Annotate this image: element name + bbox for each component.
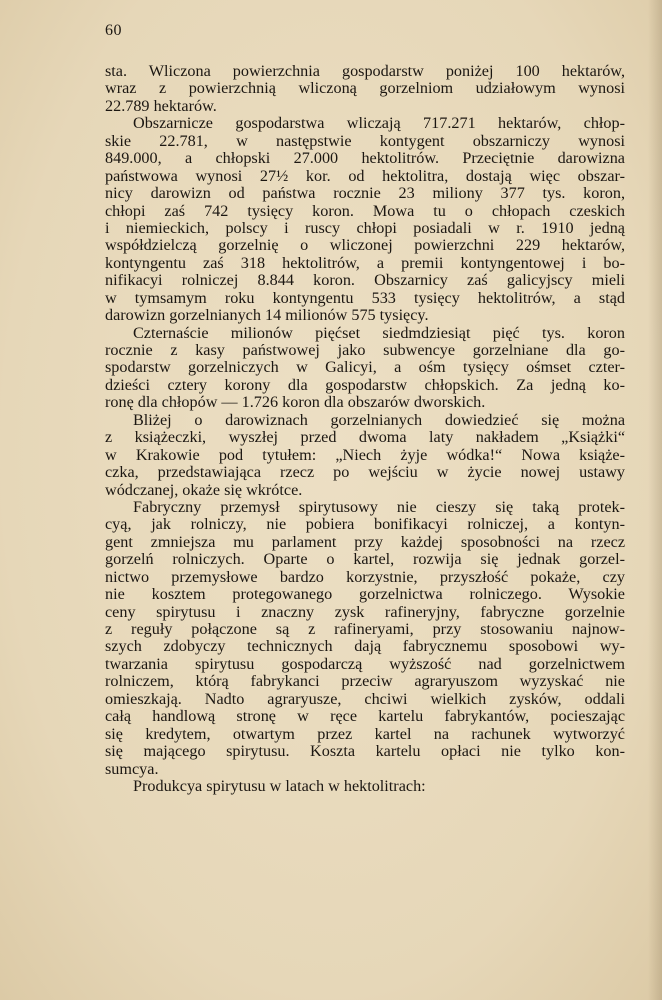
text-line: gent zmniejsza mu parlament przy każdej sposobności na rzecz [105,532,625,551]
text-line: nifikacyi rolniczej 8.844 koron. Obszarnicy zaś galicyjscy mieli [105,271,625,290]
text-line: w Krakowie pod tytułem: „Niech żyje wódka!“ Nowa książe- [105,445,625,464]
text-line: Czternaście milionów pięćset siedmdziesiąt pięć tys. koron [133,323,625,342]
text-line: cyą, jak rolniczy, nie pobiera bonifikacyi rolniczej, a kontyn- [105,515,625,534]
text-line: się mającego spirytusu. Koszta kartelu opłaci nie tylko kon- [105,742,625,761]
text-line: Bliżej o darowiznach gorzelnianych dowiedzieć się można [133,410,625,429]
text-line: rolniczem, którą fabrykanci przeciw agraryuszom wyzyskać nie [105,672,625,691]
text-line: sta. Wliczona powierzchnia gospodarstw poniżej 100 hektarów, [105,62,625,80]
text-line: nictwo przemysłowe bardzo korzystnie, przyszłość pokaże, czy [105,567,625,586]
text-line: twarzania spirytusu gospodarczą wyższość nad gorzelnictwem [105,654,625,673]
text-line: Produkcya spirytusu w latach w hektolitrach: [133,776,426,795]
text-line: kontyngentu zaś 318 hektolitrów, a premii kontyngentowej i bo- [105,253,625,272]
body-text [105,63,625,795]
text-line: Obszarnicze gospodarstwa wliczają 717.271 hektarów, chłop- [133,114,625,133]
text-line: dzieści cztery korony dla gospodarstw chłopskich. Za jedną ko- [105,375,625,394]
text-line: 22.789 hektarów. [105,96,217,115]
text-line: z książeczki, wyszłej przed dwoma laty nakładem „Książki“ [105,428,625,447]
text-line: państwowa wynosi 27½ kor. od hektolitra, dostają więc obszar- [105,166,625,185]
text-line: skie 22.781, w następstwie kontygent obszarniczy wynosi [105,131,625,150]
text-line: chłopi zaś 742 tysięcy koron. Mowa tu o chłopach czeskich [105,201,625,220]
text-line: wraz z powierzchnią wliczoną gorzelniom udziałowym wynosi [105,79,625,98]
text-line: czka, przedstawiająca rzecz po wejściu w życie nowej ustawy [105,463,625,482]
text-line: nicy darowizn od państwa rocznie 23 miliony 377 tys. koron, [105,184,625,203]
text-line: i niemieckich, polscy i ruscy chłopi posiadali w r. 1910 jedną [105,218,625,237]
text-line: współdzielczą gorzelnię o wliczonej powierzchni 229 hektarów, [105,236,625,255]
text-line: się kredytem, otwartym przez kartel na rachunek wytworzyć [105,724,625,743]
text-line: nie kosztem protegowanego gorzelnictwa rolniczego. Wysokie [105,585,625,604]
text-line: wódczanej, okaże się wkrótce. [105,480,303,499]
text-line: całą handlową stronę w ręce kartelu fabrykantów, pocieszając [105,707,625,726]
text-line: omieszkają. Nadto agraryusze, chciwi wielkich zysków, oddali [105,689,625,708]
text-line: Fabryczny przemysł spirytusowy nie cieszy się taką protek- [133,497,625,516]
text-line: w tymsamym roku kontyngentu 533 tysięcy hektolitrów, a stąd [105,288,625,307]
text-line: sumcya. [105,759,159,778]
text-line: darowizn gorzelnianych 14 milionów 575 tysięcy. [105,306,429,325]
text-line: 849.000, a chłopski 27.000 hektolitrów. Przeciętnie darowizna [105,149,625,168]
page-edge-shadow [648,0,662,1000]
text-line: gorzelń rolniczych. Oparte o kartel, rozwija się jednak gorzel- [105,550,625,569]
text-line: ronę dla chłopów — 1.726 koron dla obszarów dworskich. [105,393,486,412]
text-line: ceny spirytusu i znaczny zysk rafineryjny, fabryczne gorzelnie [105,602,625,621]
text-line: z reguły połączone są z rafineryami, przy stosowaniu najnow- [105,620,625,638]
text-line: szych zdobyczy technicznych dają fabrycznemu sposobowi wy- [105,637,625,656]
text-line: spodarstw gorzelniczych w Galicyi, a ośm tysięcy ośmset czter- [105,358,625,377]
text-line: rocznie z kasy państwowej jako subwencye gorzelniane dla go- [105,341,625,359]
page-number: 60 [105,22,122,39]
